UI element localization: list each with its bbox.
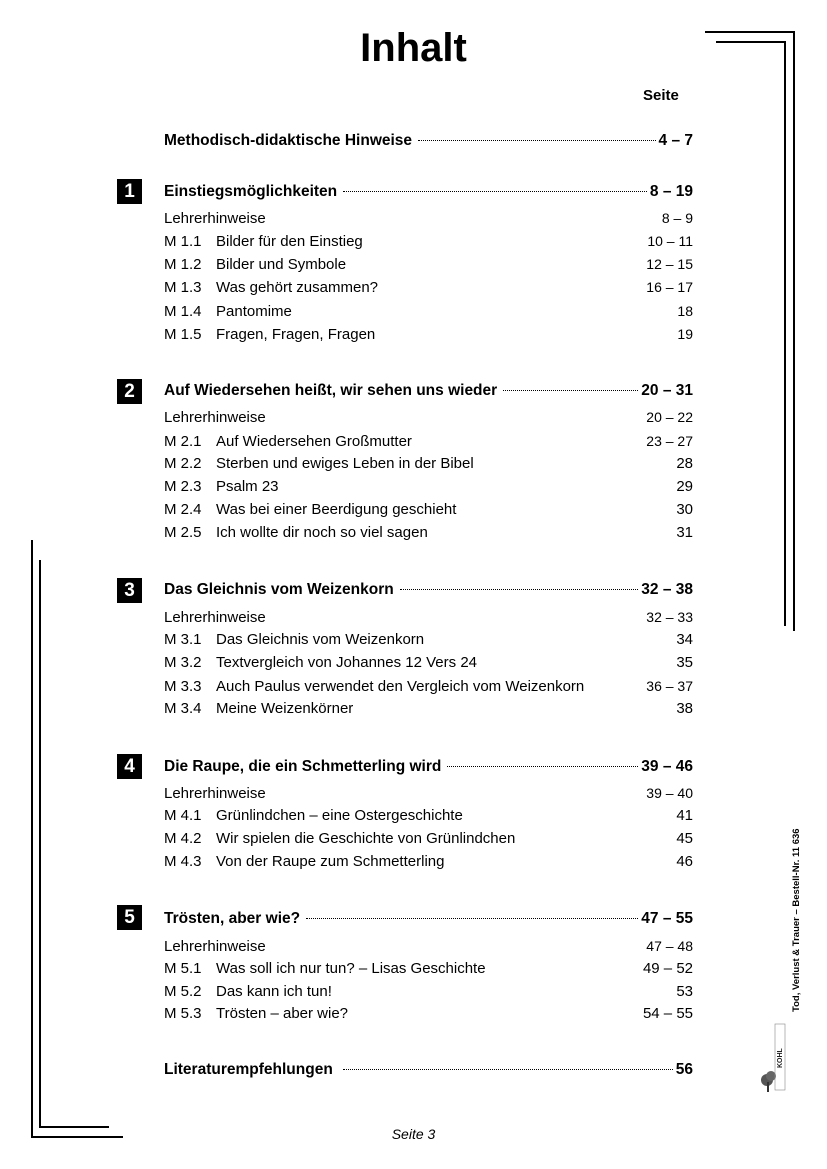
item-pages: 54 – 55 xyxy=(642,1005,693,1022)
item-pages: 23 – 27 xyxy=(646,433,693,449)
teacher-notes-label: Lehrerhinweise xyxy=(164,609,266,626)
item-label: Das Gleichnis vom Weizenkorn xyxy=(216,631,425,648)
literature-label: Literaturempfehlungen xyxy=(164,1061,333,1078)
item-label: Was bei einer Beerdigung geschieht xyxy=(216,501,457,518)
dot-leader xyxy=(306,918,638,919)
toc-item[interactable] xyxy=(164,852,693,872)
chapter-pages: 8 – 19 xyxy=(649,183,693,200)
item-pages: 31 xyxy=(676,524,693,541)
toc-teacher-notes[interactable] xyxy=(164,208,693,229)
item-label: Auch Paulus verwendet den Vergleich vom Weizenkorn xyxy=(216,678,585,695)
item-code: M 2.3 xyxy=(164,478,202,495)
item-code: M 2.5 xyxy=(164,524,202,541)
item-code: M 1.4 xyxy=(164,303,202,320)
toc-chapter-3[interactable] xyxy=(164,580,693,600)
chapter-pages: 20 – 31 xyxy=(641,382,693,399)
toc-item[interactable] xyxy=(164,324,693,345)
toc-item[interactable] xyxy=(164,653,693,673)
item-pages: 45 xyxy=(676,830,693,847)
teacher-notes-pages: 32 – 33 xyxy=(646,609,693,625)
teacher-notes-label: Lehrerhinweise xyxy=(164,409,266,426)
teacher-notes-label: Lehrerhinweise xyxy=(164,938,266,955)
item-pages: 19 xyxy=(677,326,693,342)
publisher-logo xyxy=(758,1022,788,1094)
item-code: M 2.4 xyxy=(164,501,202,518)
toc-item[interactable] xyxy=(164,277,693,298)
item-pages: 29 xyxy=(676,478,693,495)
item-label: Textvergleich von Johannes 12 Vers 24 xyxy=(216,654,477,671)
page-column-header: Seite xyxy=(643,87,679,104)
item-code: M 4.2 xyxy=(164,830,202,847)
chapter-title: Das Gleichnis vom Weizenkorn xyxy=(164,581,394,598)
item-pages: 38 xyxy=(676,700,693,717)
toc-item[interactable] xyxy=(164,301,693,322)
item-pages: 30 xyxy=(676,501,693,518)
teacher-notes-pages: 8 – 9 xyxy=(661,210,693,226)
item-label: Bilder für den Einstieg xyxy=(216,233,363,250)
item-code: M 5.2 xyxy=(164,983,202,1000)
toc-item[interactable] xyxy=(164,982,693,1002)
toc-item[interactable] xyxy=(164,477,693,497)
toc-item[interactable] xyxy=(164,431,693,452)
chapter-title: Trösten, aber wie? xyxy=(164,910,301,927)
dot-leader xyxy=(503,390,638,391)
item-code: M 1.1 xyxy=(164,233,202,250)
toc-teacher-notes[interactable] xyxy=(164,783,693,804)
toc-item[interactable] xyxy=(164,1004,693,1024)
item-pages: 34 xyxy=(676,631,693,648)
item-code: M 3.3 xyxy=(164,678,202,695)
item-label: Bilder und Symbole xyxy=(216,256,347,273)
item-label: Trösten – aber wie? xyxy=(216,1005,349,1022)
toc-item[interactable] xyxy=(164,254,693,275)
side-order-number: Tod, Verlust & Trauer – Bestell-Nr. 11 636 xyxy=(791,828,802,1012)
item-label: Pantomime xyxy=(216,303,292,320)
frame-left-line-inner xyxy=(39,560,41,1128)
dot-leader xyxy=(343,191,647,192)
chapter-pages: 32 – 38 xyxy=(641,581,693,598)
page-title: Inhalt xyxy=(360,26,467,70)
toc-item[interactable] xyxy=(164,959,693,979)
item-label: Das kann ich tun! xyxy=(216,983,332,1000)
item-pages: 41 xyxy=(676,807,693,824)
item-code: M 1.3 xyxy=(164,279,202,296)
item-pages: 53 xyxy=(676,983,693,1000)
chapter-title: Die Raupe, die ein Schmetterling wird xyxy=(164,758,442,775)
teacher-notes-pages: 39 – 40 xyxy=(646,785,693,801)
teacher-notes-pages: 20 – 22 xyxy=(646,409,693,425)
page-footer: Seite 3 xyxy=(391,1126,436,1142)
item-pages: 18 xyxy=(677,303,693,319)
toc-item[interactable] xyxy=(164,806,693,826)
chapter-number-badge: 4 xyxy=(117,754,142,779)
item-label: Ich wollte dir noch so viel sagen xyxy=(216,524,428,541)
dot-leader xyxy=(447,766,638,767)
teacher-notes-pages: 47 – 48 xyxy=(646,938,693,954)
chapter-number-badge: 2 xyxy=(117,379,142,404)
item-code: M 3.4 xyxy=(164,700,202,717)
toc-intro[interactable] xyxy=(164,131,693,151)
chapter-pages: 47 – 55 xyxy=(641,910,693,927)
item-label: Von der Raupe zum Schmetterling xyxy=(216,853,445,870)
teacher-notes-label: Lehrerhinweise xyxy=(164,785,266,802)
item-pages: 28 xyxy=(676,455,693,472)
toc-item[interactable] xyxy=(164,630,693,650)
item-label: Grünlindchen – eine Ostergeschichte xyxy=(216,807,463,824)
item-pages: 46 xyxy=(676,853,693,870)
item-code: M 2.2 xyxy=(164,455,202,472)
toc-teacher-notes[interactable] xyxy=(164,607,693,628)
item-code: M 4.1 xyxy=(164,807,202,824)
chapter-number-badge: 1 xyxy=(117,179,142,204)
toc-item[interactable] xyxy=(164,676,693,697)
item-label: Fragen, Fragen, Fragen xyxy=(216,326,376,343)
chapter-title: Einstiegsmöglichkeiten xyxy=(164,183,338,200)
item-label: Psalm 23 xyxy=(216,478,279,495)
toc-teacher-notes[interactable] xyxy=(164,407,693,428)
dot-leader xyxy=(418,140,655,141)
item-code: M 3.2 xyxy=(164,654,202,671)
item-code: M 2.1 xyxy=(164,433,202,450)
chapter-title: Auf Wiedersehen heißt, wir sehen uns wieder xyxy=(164,382,498,399)
dot-leader xyxy=(343,1069,673,1070)
chapter-pages: 39 – 46 xyxy=(641,758,693,775)
tree-logo-icon xyxy=(758,1022,788,1094)
frame-left-line-outer xyxy=(31,540,33,1138)
frame-right-line-inner xyxy=(784,41,786,626)
toc-intro-pages: 4 – 7 xyxy=(658,132,693,149)
item-label: Wir spielen die Geschichte von Grünlindchen xyxy=(216,830,516,847)
item-label: Auf Wiedersehen Großmutter xyxy=(216,433,412,450)
chapter-number-badge: 5 xyxy=(117,905,142,930)
item-label: Was soll ich nur tun? – Lisas Geschichte xyxy=(216,960,486,977)
item-label: Was gehört zusammen? xyxy=(216,279,379,296)
toc-chapter-2[interactable] xyxy=(164,381,693,401)
item-code: M 3.1 xyxy=(164,631,202,648)
toc-chapter-5[interactable] xyxy=(164,909,693,929)
item-pages: 10 – 11 xyxy=(647,233,693,249)
item-pages: 16 – 17 xyxy=(646,279,693,295)
toc-item[interactable] xyxy=(164,500,693,520)
toc-intro-label: Methodisch-didaktische Hinweise xyxy=(164,132,413,149)
toc-item[interactable] xyxy=(164,523,693,543)
toc-item[interactable] xyxy=(164,699,693,719)
toc-item[interactable] xyxy=(164,454,693,474)
item-label: Sterben und ewiges Leben in der Bibel xyxy=(216,455,474,472)
literature-pages: 56 xyxy=(675,1061,693,1078)
toc-item[interactable] xyxy=(164,231,693,252)
item-code: M 4.3 xyxy=(164,853,202,870)
chapter-number-badge: 3 xyxy=(117,578,142,603)
frame-right-line-outer xyxy=(793,31,795,631)
item-code: M 1.5 xyxy=(164,326,202,343)
item-pages: 36 – 37 xyxy=(646,678,693,694)
item-pages: 12 – 15 xyxy=(646,256,693,272)
toc-teacher-notes[interactable] xyxy=(164,936,693,957)
dot-leader xyxy=(400,589,639,590)
item-label: Meine Weizenkörner xyxy=(216,700,354,717)
toc-chapter-4[interactable] xyxy=(164,757,693,777)
logo-text: KOHL xyxy=(777,1048,784,1068)
item-pages: 35 xyxy=(676,654,693,671)
toc-item[interactable] xyxy=(164,829,693,849)
toc-chapter-1[interactable] xyxy=(164,182,693,202)
toc-literature[interactable] xyxy=(164,1060,693,1080)
item-code: M 1.2 xyxy=(164,256,202,273)
item-code: M 5.1 xyxy=(164,960,202,977)
teacher-notes-label: Lehrerhinweise xyxy=(164,210,266,227)
item-pages: 49 – 52 xyxy=(642,960,693,977)
item-code: M 5.3 xyxy=(164,1005,202,1022)
